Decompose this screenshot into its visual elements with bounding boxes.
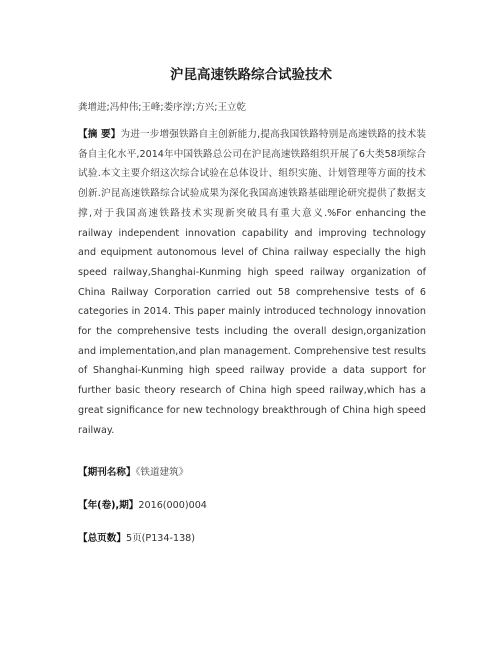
issue-value: 2016(000)004 <box>138 500 207 511</box>
journal-line <box>78 464 188 478</box>
pages-value: 5页(P134-138) <box>125 533 196 544</box>
paper-title: 沪昆高速铁路综合试验技术 <box>170 67 332 83</box>
abstract-block <box>78 125 426 440</box>
pages-label: 【总页数】 <box>78 533 126 544</box>
pages-line <box>78 530 195 544</box>
journal-label: 【期刊名称】 <box>78 467 136 478</box>
journal-value: 《铁道建筑》 <box>135 467 189 478</box>
issue-line <box>78 497 207 511</box>
authors-line: 龚增进;冯仲伟;王峰;娄序淳;方兴;王立乾 <box>78 102 247 113</box>
abstract-text-cn: 为进一步增强铁路自主创新能力,提高我国铁路特别是高速铁路的技术装备自主化水平,2014年中国铁路总公司在沪昆高速铁路组织开展了6大类58项综合试验.本文主要介绍这次综合试验在总体设计、组织实施、计划管理等方面的技术创新.沪昆高速铁路综合试验成果为深化我国高速铁路基础理论研究提供了数据支撑,对于我国高速铁路技术实现新突破具有重大意义. <box>78 129 426 219</box>
abstract-label: 【摘 要】 <box>78 129 121 140</box>
issue-label: 【年(卷),期】 <box>78 500 139 511</box>
abstract-text-en: %For enhancing the railway independent innovation capability and improving technology and equipment autonomous level of China railway especially the high speed railway,Shanghai-Kunming high speed railway organization of China Railway Corporation carried out 58 comprehensive tests of 6 categories in 2014. This paper mainly introduced technology innovation for the comprehensive tests including the overall design,organization and implementation,and plan management. Comprehensive test results of Shanghai-Kunming high speed railway provide a data support for further basic theory research of China high speed railway,which has a great significance for new technology breakthrough of China high speed railway. <box>78 207 426 436</box>
